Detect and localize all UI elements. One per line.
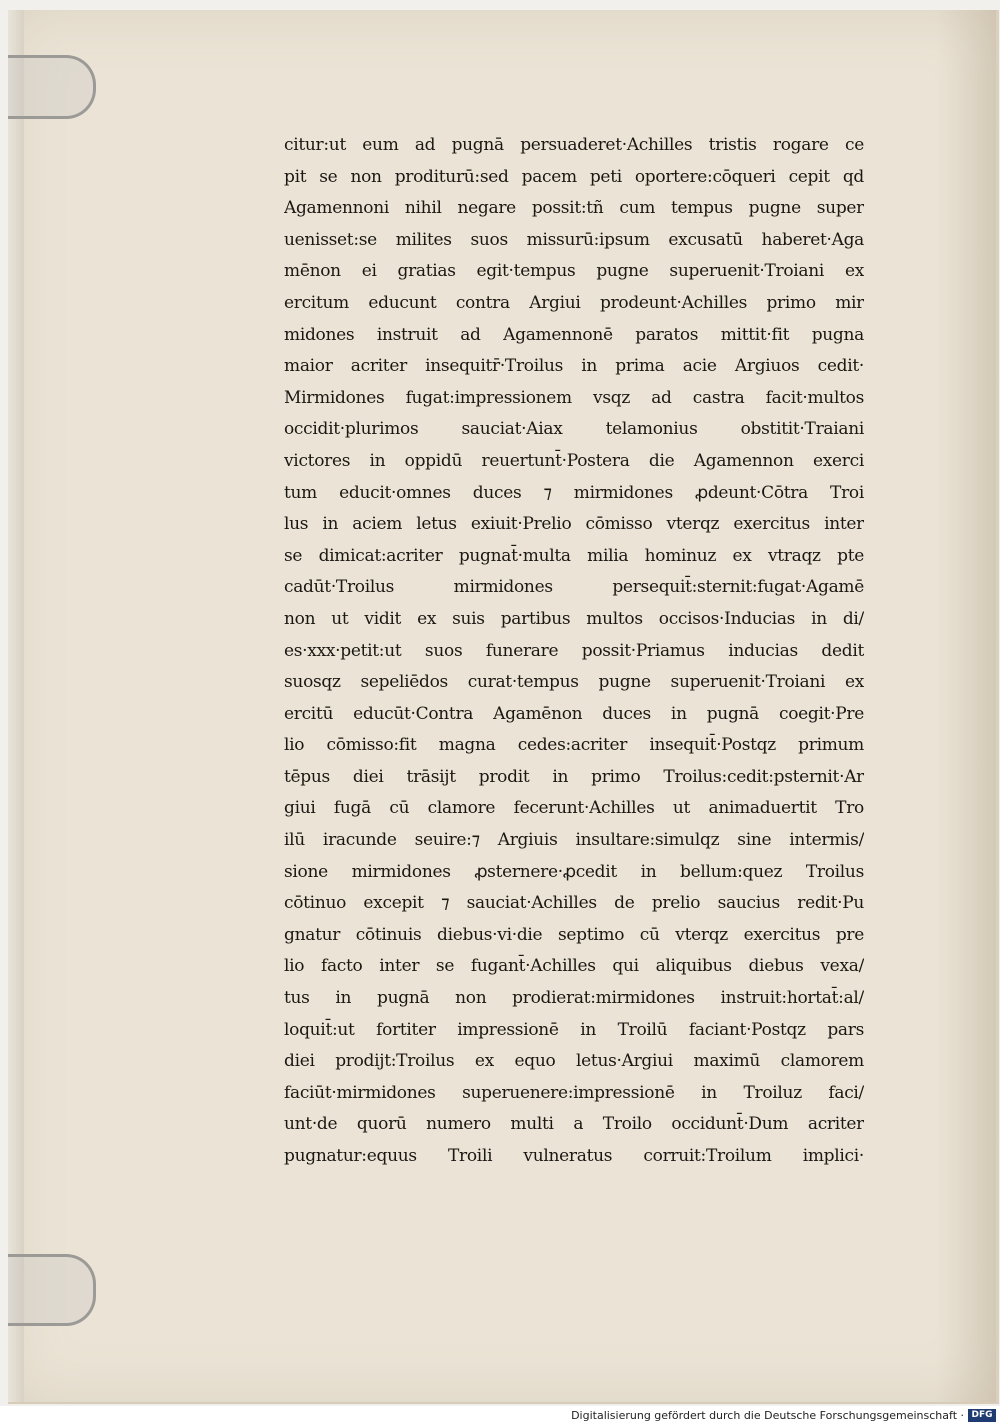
text-line: uenisset:se milites suos missurū:ipsum excusatū haberet·Aga (284, 229, 864, 250)
text-line: lio facto inter se fugant̄·Achilles qui aliquibus diebus vexa/ (284, 956, 864, 977)
text-line: pugnatur:equus Troili vulneratus corruit:Troilum implici· (284, 1146, 864, 1166)
paper-clip-icon (8, 55, 96, 119)
funding-credit: Digitalisierung gefördert durch die Deutsche Forschungsgemeinschaft · (571, 1409, 964, 1422)
page-binding-edge (8, 10, 24, 1402)
text-line: occidit·plurimos sauciat·Aiax telamonius obstitit·Traiani (284, 419, 864, 440)
text-line: se dimicat:acriter pugnat̄·multa milia hominuz ex vtraqz pte (284, 545, 864, 566)
text-line: suosqz sepeliēdos curat·tempus pugne superuenit·Troiani ex (284, 672, 864, 693)
text-line: giui fugā cū clamore fecerunt·Achilles ut animaduertit Tro (284, 798, 864, 819)
text-line: mēnon ei gratias egit·tempus pugne superuenit·Troiani ex (284, 261, 864, 282)
paper-clip-icon (8, 1254, 96, 1326)
text-line: victores in oppidū reuertunt̄·Postera die Agamennon exerci (284, 450, 864, 471)
dfg-logo: DFG (968, 1409, 996, 1422)
text-line: cadūt·Troilus mirmidones persequit̄:sternit:fugat·Agamē (284, 577, 864, 598)
text-line: sione mirmidones ꝓsternere·ꝓcedit in bellum:quez Troilus (284, 861, 864, 882)
text-line: midones instruit ad Agamennonē paratos mittit·fit pugna (284, 324, 864, 345)
text-line: Agamennoni nihil negare possit:tñ cum tempus pugne super (284, 198, 864, 219)
text-line: lio cōmisso:fit magna cedes:acriter insequit̄·Postqz primum (284, 735, 864, 756)
text-line: loquit̄:ut fortiter impressionē in Troilū faciant·Postqz pars (284, 1019, 864, 1040)
text-line: tēpus diei trāsijt prodit in primo Troilus:cedit:psternit·Ar (284, 766, 864, 787)
text-line: pit se non proditurū:sed pacem peti oportere:cōqueri cepit qd (284, 166, 864, 187)
text-line: cōtinuo excepit ⁊ sauciat·Achilles de prelio saucius redit·Pu (284, 893, 864, 914)
text-line: ilū iracunde seuire:⁊ Argiuis insultare:simulqz sine intermis/ (284, 830, 864, 851)
text-line: gnatur cōtinuis diebus·vi·die septimo cū vterqz exercitus pre (284, 924, 864, 945)
page-edge-shadow (936, 10, 996, 1402)
text-line: unt·de quorū numero multi a Troilo occidunt̄·Dum acriter (284, 1114, 864, 1135)
footer-bar (0, 1406, 1000, 1426)
text-line: citur:ut eum ad pugnā persuaderet·Achilles tristis rogare ce (284, 135, 864, 155)
text-line: ercitum educunt contra Argiui prodeunt·Achilles primo mir (284, 292, 864, 313)
text-line: Mirmidones fugat:impressionem vsqz ad castra facit·multos (284, 387, 864, 408)
text-line: diei prodijt:Troilus ex equo letus·Argiui maximū clamorem (284, 1051, 864, 1072)
text-line: tum educit·omnes duces ⁊ mirmidones ꝓdeunt·Cōtra Troi (284, 482, 864, 503)
text-line: tus in pugnā non prodierat:mirmidones instruit:hortat̄:al/ (284, 988, 864, 1009)
text-line: es·xxx·petit:ut suos funerare possit·Priamus inducias dedit (284, 640, 864, 661)
text-line: maior acriter insequitr̄·Troilus in prima acie Argiuos cedit· (284, 356, 864, 377)
incunable-text-block (284, 130, 864, 1173)
text-line: faciūt·mirmidones superuenere:impressionē in Troiluz faci/ (284, 1082, 864, 1103)
text-line: lus in aciem letus exiuit·Prelio cōmisso vterqz exercitus inter (284, 514, 864, 535)
text-line: ercitū educūt·Contra Agamēnon duces in pugnā coegit·Pre (284, 703, 864, 724)
text-line: non ut vidit ex suis partibus multos occisos·Inducias in di/ (284, 608, 864, 629)
